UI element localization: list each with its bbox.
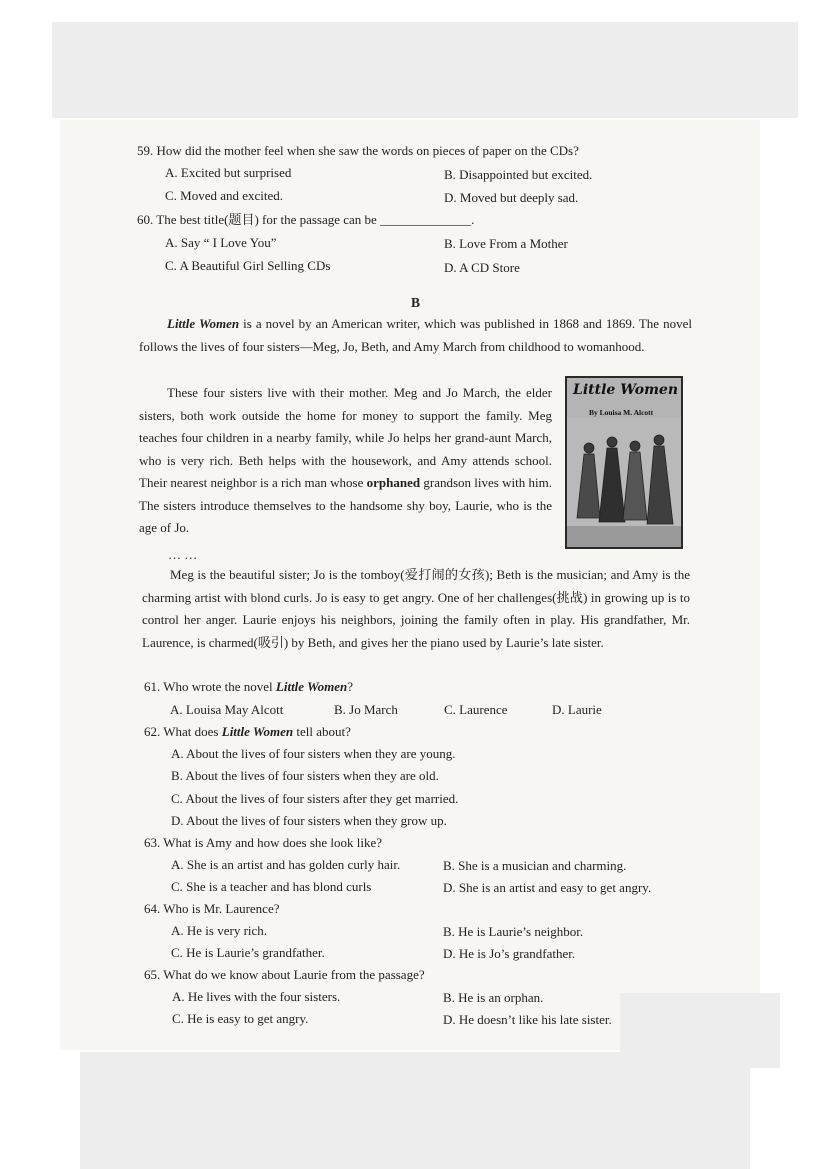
passage-ellipsis: … … <box>168 547 198 562</box>
passage-paragraph-3: Meg is the beautiful sister; Jo is the tomboy(爱打闹的女孩); Beth is the musician; and Amy is the charming artist with blond curls. Jo is easy to get angry. One of her challenges(挑战) in growing up is to control her anger. Laurie enjoys his neighbors, joining the family often in play. His grandfather, Mr. Laurence, is charmed(吸引) by Beth, and gives her the piano used by Laurie’s late sister. <box>142 567 690 650</box>
q62-option-a: A. About the lives of four sisters when they are young. <box>171 746 456 761</box>
q59-stem: 59. How did the mother feel when she saw the words on pieces of paper on the CDs? <box>137 143 579 158</box>
q62-stem-start: 62. What does <box>144 724 222 739</box>
q61-stem-end: ? <box>347 679 354 694</box>
paragraph-1-text: is a novel by an American writer, which was published in 1868 and 1869. The novel follows the lives of four sisters—Meg, Jo, Beth, and Amy March from childhood to womanhood. <box>139 316 692 354</box>
q65-stem: 65. What do we know about Laurie from the passage? <box>144 967 425 982</box>
paragraph-2-text-end: grandson lives with him. The sisters introduce themselves to the handsome shy boy, Laurie, who is the age of Jo. <box>139 475 552 535</box>
q62-stem <box>144 724 351 740</box>
paragraph-2-text-start: These four sisters live with their mother. Meg and Jo March, the elder sisters, both work outside the home for money to support the family. Meg teaches four children in a nearby family, while Jo helps her grand-aunt March, who is very rich. Beth helps with the housework, and Amy attends school. Their nearest neighbor is a rich man whose <box>139 385 552 490</box>
q61-stem <box>144 679 353 695</box>
q63-option-b: B. She is a musician and charming. <box>443 858 627 873</box>
bottom-gray-band <box>80 1052 750 1169</box>
q61-option-c: C. Laurence <box>444 702 508 717</box>
q63-stem: 63. What is Amy and how does she look like? <box>144 835 383 850</box>
orphaned-word: orphaned <box>366 475 421 490</box>
q64-option-a: A. He is very rich. <box>171 923 268 938</box>
q62-stem-end: tell about? <box>293 724 351 739</box>
passage-paragraph-1 <box>139 313 692 358</box>
cover-title: Little Women <box>573 382 679 398</box>
q62-novel-title: Little Women <box>221 724 294 739</box>
q65-option-a: A. He lives with the four sisters. <box>172 989 341 1004</box>
q60-stem: 60. The best title(题目) for the passage can be ______________. <box>137 212 475 227</box>
q60-option-b: B. Love From a Mother <box>444 236 568 251</box>
q64-option-c: C. He is Laurie’s grandfather. <box>171 945 325 960</box>
q59-option-c: C. Moved and excited. <box>165 188 284 203</box>
q65-option-c: C. He is easy to get angry. <box>172 1011 309 1026</box>
q65-option-b: B. He is an orphan. <box>443 990 544 1005</box>
novel-title: Little Women <box>167 316 240 331</box>
q61-stem-start: 61. Who wrote the novel <box>144 679 276 694</box>
q63-option-c: C. She is a teacher and has blond curls <box>171 879 372 894</box>
q62-option-d: D. About the lives of four sisters when they grow up. <box>171 813 447 828</box>
q63-option-d: D. She is an artist and easy to get angry. <box>443 880 652 895</box>
q62-option-b: B. About the lives of four sisters when they are old. <box>171 768 439 783</box>
q64-option-b: B. He is Laurie’s neighbor. <box>443 924 584 939</box>
q61-option-b: B. Jo March <box>334 702 398 717</box>
book-cover-image <box>565 376 683 549</box>
q64-stem: 64. Who is Mr. Laurence? <box>144 901 280 916</box>
q61-option-d: D. Laurie <box>552 702 602 717</box>
sisters-illustration <box>567 418 681 548</box>
q62-option-c: C. About the lives of four sisters after they get married. <box>171 791 459 806</box>
passage-paragraph-2 <box>139 382 552 540</box>
q61-novel-title: Little Women <box>275 679 348 694</box>
q61-option-a: A. Louisa May Alcott <box>170 702 284 717</box>
q60-option-a: A. Say “ I Love You” <box>165 235 277 250</box>
q63-option-a: A. She is an artist and has golden curly hair. <box>171 857 401 872</box>
q64-option-d: D. He is Jo’s grandfather. <box>443 946 576 961</box>
q65-option-d: D. He doesn’t like his late sister. <box>443 1012 612 1027</box>
section-heading: B <box>411 295 421 310</box>
cover-author: By Louisa M. Alcott <box>589 408 654 417</box>
q59-option-b: B. Disappointed but excited. <box>444 167 593 182</box>
q60-option-c: C. A Beautiful Girl Selling CDs <box>165 258 331 273</box>
q59-option-d: D. Moved but deeply sad. <box>444 190 579 205</box>
top-gray-band <box>52 22 798 118</box>
q59-option-a: A. Excited but surprised <box>165 165 292 180</box>
q60-option-d: D. A CD Store <box>444 260 520 275</box>
